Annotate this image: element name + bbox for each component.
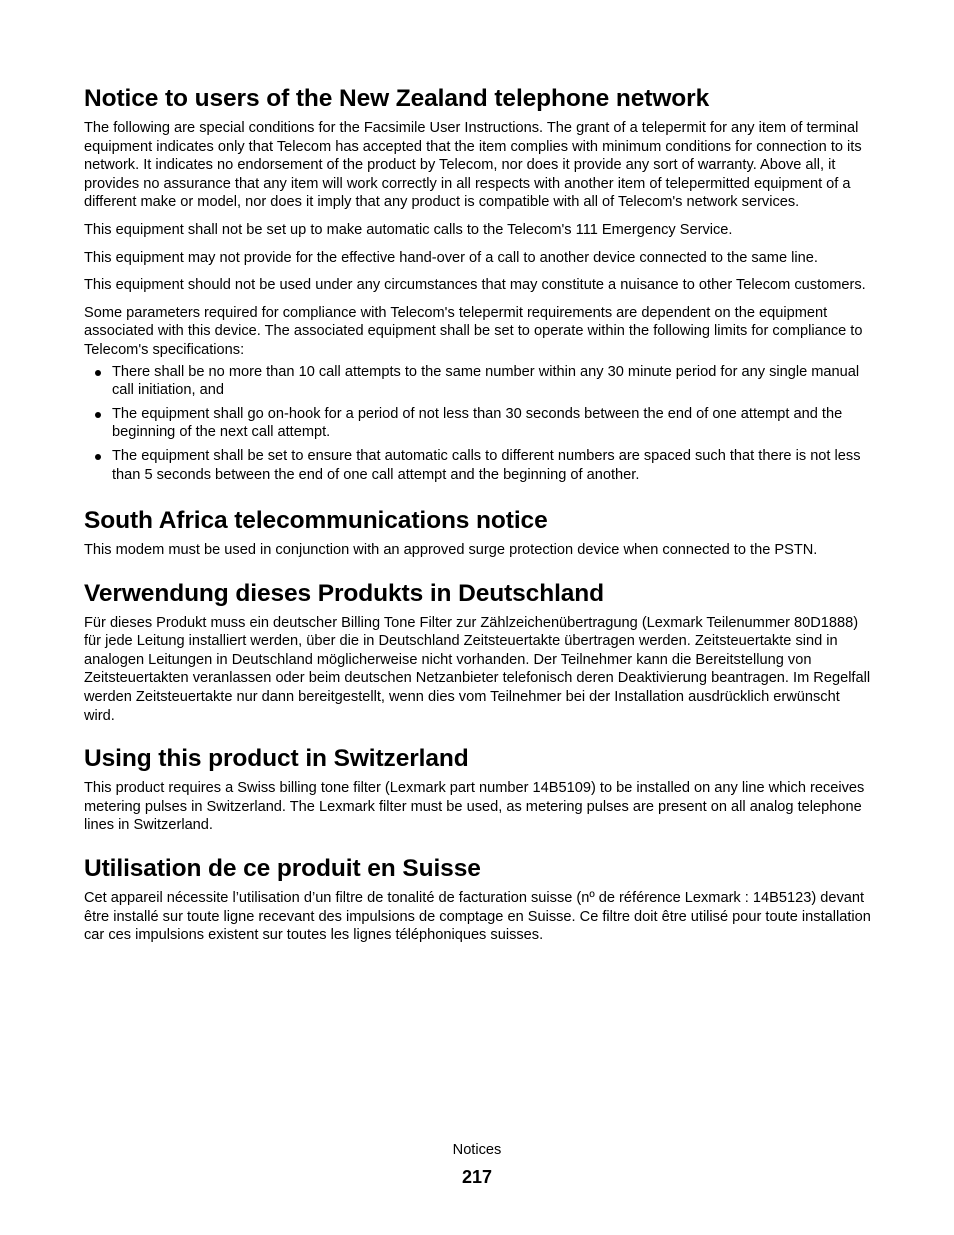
- list-item: [84, 447, 874, 484]
- list-item: [84, 363, 874, 400]
- paragraph: Some parameters required for compliance with Telecom's telepermit requirements are dependent on the equipment associated with this device. The associated equipment shall be set to operate within the following limits for compliance to Telecom's specifications:: [84, 304, 863, 358]
- list-item-text: The equipment shall be set to ensure that automatic calls to different numbers are spaced such that there is not less than 5 seconds between the end of one call attempt and the beginning of another.: [112, 447, 861, 483]
- paragraph: Für dieses Produkt muss ein deutscher Billing Tone Filter zur Zählzeichenübertragung (Lexmark Teilenummer 80D1888) für jede Leitung installiert werden, über die in Deutschland Zeitsteuertakte übertragen werden. Zeitsteuertakte sind in analogen Leitungen in Deutschland möglicherweise nicht vorhanden. Der Teilnehmer kann die Bereitstellung von Zeitsteuertakten veranlassen oder beim deutschen Netzanbieter telefonisch deren Deaktivierung beantragen. Im Regelfall werden Zeitsteuertakte nur dann bereitgestellt, wenn dies vom Teilnehmer bei der Installation ausdrücklich erwünscht wird.: [84, 614, 871, 724]
- paragraph: This modem must be used in conjunction with an approved surge protection device when connected to the PSTN.: [84, 542, 818, 559]
- paragraph: This equipment shall not be set up to make automatic calls to the Telecom's 111 Emergency Service.: [84, 221, 733, 238]
- section-heading: Utilisation de ce produit en Suisse: [84, 855, 481, 883]
- bullet-icon: [95, 454, 101, 460]
- paragraph: This product requires a Swiss billing tone filter (Lexmark part number 14B5109) to be installed on any line which receives metering pulses in Switzerland. The Lexmark filter must be used, as metering pulses are present on all analog telephone lines in Switzerland.: [84, 780, 865, 834]
- section-heading: South Africa telecommunications notice: [84, 507, 548, 535]
- section-heading: Using this product in Switzerland: [84, 745, 469, 773]
- bullet-icon: [95, 412, 101, 418]
- section-heading: Notice to users of the New Zealand telephone network: [84, 85, 710, 112]
- section-south-africa-notice: [84, 506, 874, 560]
- list-item-text: There shall be no more than 10 call attempts to the same number within any 30 minute period for any single manual call initiation, and: [112, 363, 860, 399]
- paragraph: Cet appareil nécessite l’utilisation d’un filtre de tonalité de facturation suisse (nº de référence Lexmark : 14B5123) devant être installé sur toute ligne recevant des impulsions de comptage en Suisse. Ce filtre doit être utilisé pour toute installation car ces impulsions existent sur toutes les lignes téléphoniques suisses.: [84, 890, 871, 944]
- list-item-text: The equipment shall go on-hook for a period of not less than 30 seconds between the end of one attempt and the beginning of the next call attempt.: [112, 405, 843, 441]
- document-page: [84, 84, 874, 964]
- section-new-zealand-notice: [84, 84, 874, 484]
- paragraph: This equipment should not be used under any circumstances that may constitute a nuisance to other Telecom customers.: [84, 277, 866, 294]
- list-item: [84, 405, 874, 442]
- paragraph: This equipment may not provide for the effective hand-over of a call to another device connected to the same line.: [84, 249, 818, 266]
- paragraph: The following are special conditions for the Facsimile User Instructions. The grant of a telepermit for any item of terminal equipment indicates only that Telecom has accepted that the item complies with minimum conditions for connection to its network. It indicates no endorsement of the product by Telecom, nor does it provide any sort of warranty. Above all, it provides no assurance that any item will work correctly in all respects with another item of telepermitted equipment of a different make or model, nor does it imply that any product is compatible with all of Telecom's network services.: [84, 120, 862, 211]
- bullet-list: [84, 363, 874, 485]
- page-number: 217: [461, 1167, 493, 1187]
- section-germany-notice: [84, 579, 874, 726]
- bullet-icon: [95, 370, 101, 376]
- section-suisse-notice: [84, 854, 874, 945]
- section-heading: Verwendung dieses Produkts in Deutschland: [84, 579, 605, 607]
- section-switzerland-notice: [84, 744, 874, 835]
- footer-section-label: Notices: [452, 1142, 502, 1158]
